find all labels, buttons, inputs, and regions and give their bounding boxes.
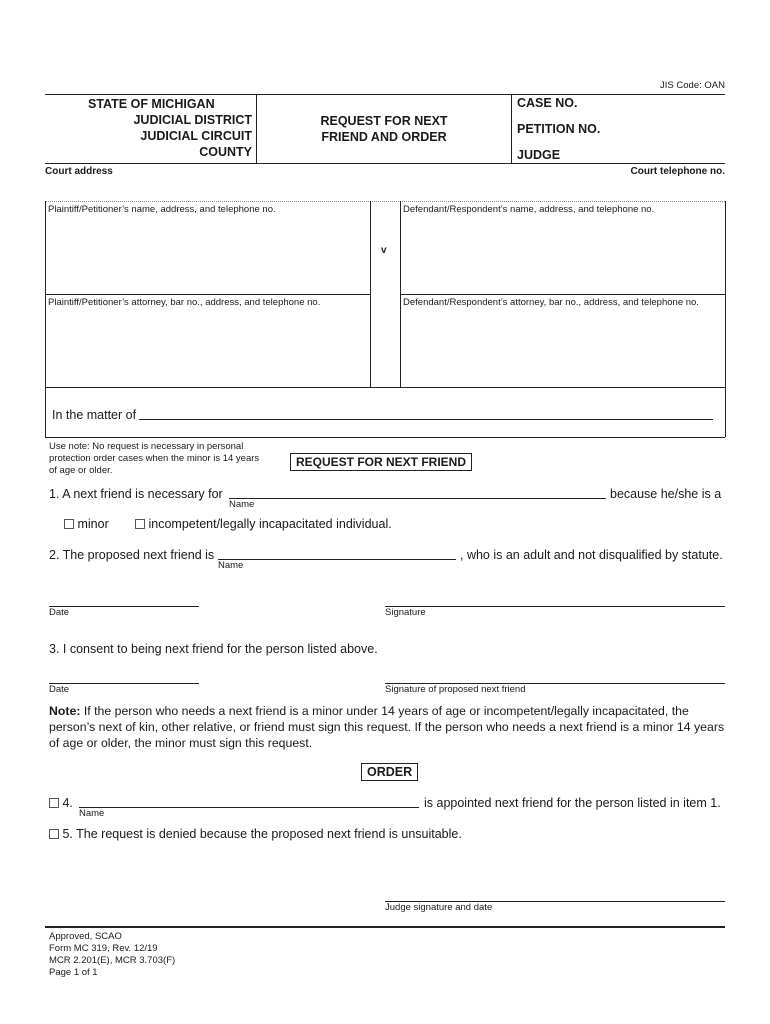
footer-block: [49, 931, 175, 979]
minor-checkbox[interactable]: [64, 519, 74, 529]
matter-label: In the matter of: [52, 408, 137, 422]
form-title: [258, 113, 510, 145]
header-divider-left: [256, 94, 257, 163]
option-minor[interactable]: [64, 517, 109, 531]
item4-prefix: 4.: [62, 796, 73, 810]
signature-line[interactable]: [385, 606, 725, 607]
item2-name-line[interactable]: [218, 559, 456, 560]
court-line-county: COUNTY: [199, 145, 252, 159]
court-address-label: Court address: [45, 166, 113, 177]
item4-name-line[interactable]: [79, 807, 419, 808]
date-label-1: Date: [49, 607, 70, 618]
item4-name-caption: Name: [79, 808, 105, 819]
use-note-line-1: Use note: No request is necessary in personal: [49, 441, 244, 452]
parties-right-border: [725, 201, 726, 437]
note-line-2: person’s next of kin, other relative, or friend must sign this request. If the person who needs a next friend is a minor 14 years: [49, 720, 725, 734]
plaintiff-divider: [45, 294, 370, 295]
defendant-name-field[interactable]: Defendant/Respondent’s name, address, and telephone no.: [403, 204, 655, 215]
petition-no-label: PETITION NO.: [517, 122, 601, 136]
matter-input-line[interactable]: [139, 419, 713, 420]
order-heading: ORDER: [361, 763, 418, 781]
item1-suffix: because he/she is a: [610, 487, 722, 501]
item1-name-line[interactable]: [229, 498, 606, 499]
plaintiff-name-field[interactable]: Plaintiff/Petitioner’s name, address, and telephone no.: [48, 204, 276, 215]
parties-mid-border-left: [370, 201, 371, 387]
item5-text: 5. The request is denied because the proposed next friend is unsuitable.: [62, 827, 462, 841]
proposed-signature-label: Signature of proposed next friend: [385, 684, 526, 695]
footer-line-4: Page 1 of 1: [49, 967, 98, 978]
matter-bottom-rule: [45, 437, 725, 438]
item2-prefix: 2. The proposed next friend is: [49, 548, 215, 562]
footer-line-1: Approved, SCAO: [49, 931, 122, 942]
footer-rule: [45, 926, 725, 928]
use-note-line-3: of age or older.: [49, 465, 113, 476]
note-bold: Note:: [49, 704, 81, 718]
footer-line-3: MCR 2.201(E), MCR 3.703(F): [49, 955, 176, 966]
note-paragraph: [49, 703, 729, 751]
use-note: [49, 441, 259, 477]
incompetent-checkbox[interactable]: [135, 519, 145, 529]
item2-name-caption: Name: [218, 560, 244, 571]
item3-text: 3. I consent to being next friend for the person listed above.: [49, 642, 378, 656]
option-incompetent[interactable]: [135, 517, 392, 531]
option-incompetent-label: incompetent/legally incapacitated individual.: [148, 517, 392, 531]
item4-checkbox[interactable]: [49, 798, 59, 808]
item4: [49, 796, 73, 810]
request-heading: REQUEST FOR NEXT FRIEND: [290, 453, 472, 471]
defendant-attorney-field[interactable]: Defendant/Respondent’s attorney, bar no., address, and telephone no.: [403, 297, 699, 308]
use-note-line-2: protection order cases when the minor is 14 years: [49, 453, 260, 464]
header-bottom-rule: [45, 163, 725, 164]
judge-label: JUDGE: [517, 148, 561, 162]
court-line-district: JUDICIAL DISTRICT: [133, 113, 252, 127]
court-telephone-label: Court telephone no.: [630, 166, 725, 177]
jis-code: JIS Code: OAN: [660, 80, 725, 91]
matter-left-border: [45, 387, 46, 437]
judge-signature-label: Judge signature and date: [385, 902, 493, 913]
item1-name-caption: Name: [229, 499, 255, 510]
defendant-divider: [400, 294, 725, 295]
signature-label: Signature: [385, 607, 426, 618]
court-block: [50, 96, 252, 160]
option-minor-label: minor: [77, 517, 109, 531]
form-title-line-2: FRIEND AND ORDER: [321, 130, 447, 144]
item1-prefix: 1. A next friend is necessary for: [49, 487, 223, 501]
date-line-2[interactable]: [49, 683, 199, 684]
item5: [49, 827, 462, 841]
court-line-circuit: JUDICIAL CIRCUIT: [140, 129, 252, 143]
plaintiff-attorney-field[interactable]: Plaintiff/Petitioner’s attorney, bar no., address, and telephone no.: [48, 297, 321, 308]
header-top-rule: [45, 94, 725, 95]
item2-suffix: , who is an adult and not disqualified by statute.: [460, 548, 723, 562]
item4-suffix: is appointed next friend for the person listed in item 1.: [424, 796, 721, 810]
date-label-2: Date: [49, 684, 70, 695]
item5-checkbox[interactable]: [49, 829, 59, 839]
case-no-label: CASE NO.: [517, 96, 578, 110]
date-line-1[interactable]: [49, 606, 199, 607]
parties-top-rule: [45, 201, 725, 202]
footer-line-2: Form MC 319, Rev. 12/19: [49, 943, 158, 954]
note-line-3: of age or older, the minor must sign this request.: [49, 736, 313, 750]
court-line-state: STATE OF MICHIGAN: [88, 97, 215, 111]
header-divider-right: [511, 94, 512, 163]
note-line-1: If the person who needs a next friend is a minor under 14 years of age or incompetent/legally incapacitated, the: [80, 704, 689, 718]
versus-label: v: [381, 245, 387, 256]
parties-bottom-rule: [45, 387, 725, 388]
form-title-line-1: REQUEST FOR NEXT: [320, 114, 448, 128]
